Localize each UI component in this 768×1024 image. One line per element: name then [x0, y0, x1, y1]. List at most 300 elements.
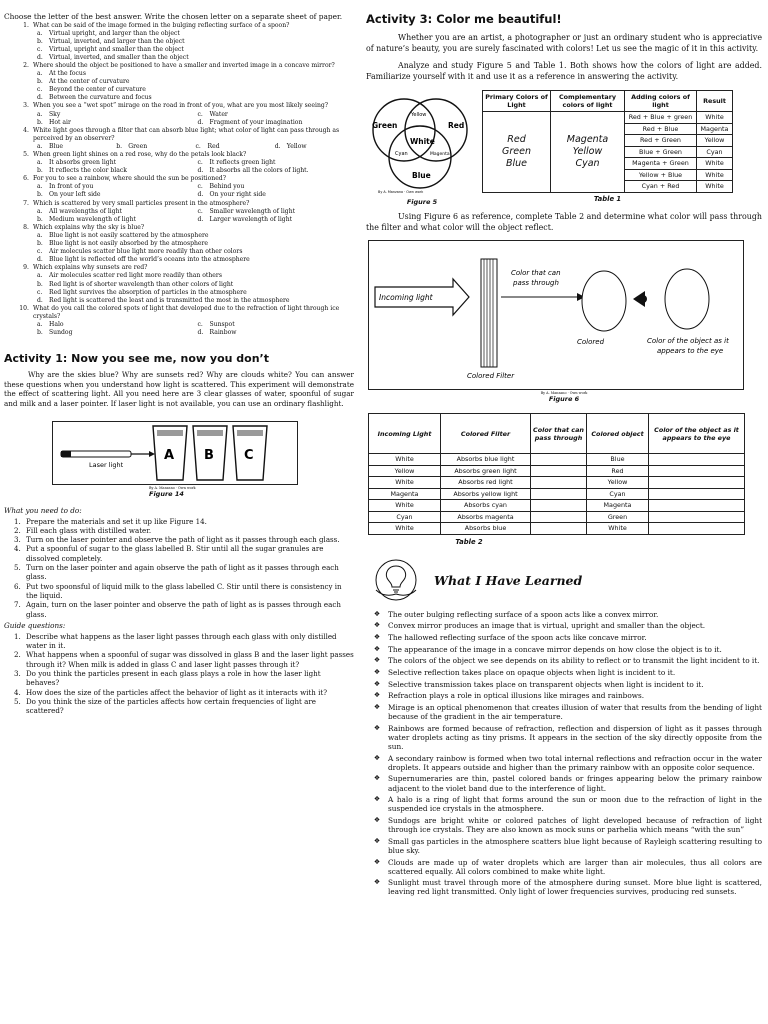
bullet-diamond-icon: ❖ — [373, 878, 381, 887]
guide-text: Describe what happens as the laser light passes through each glass with only distilled water in it. — [26, 631, 337, 651]
option-letter: c. — [197, 110, 203, 118]
option — [198, 329, 355, 337]
step-number: 6. — [14, 581, 21, 591]
table-cell — [649, 511, 745, 523]
bullet-diamond-icon: ❖ — [373, 836, 381, 845]
instructions: Choose the letter of the best answer. Write the chosen letter on a separate sheet of paper. — [4, 12, 343, 21]
options — [37, 143, 354, 151]
question-row — [17, 151, 354, 159]
step-item — [14, 544, 354, 563]
table-cell: White — [369, 523, 441, 535]
venn-blue: Blue — [412, 171, 431, 180]
step-number: 4. — [14, 544, 21, 554]
table-cell: Absorbs green light — [441, 465, 531, 477]
guide-text: How does the size of the particles affect the behavior of light as it interacts with it? — [26, 687, 328, 697]
lightbulb-hand-icon — [366, 558, 428, 604]
color-venn-diagram — [366, 90, 478, 200]
option — [37, 232, 354, 240]
question-row — [17, 305, 354, 321]
option-text: Virtual, inverted, and larger than the object — [49, 37, 185, 45]
question-block — [17, 224, 354, 264]
table-cell: Cyan — [587, 488, 649, 500]
glass-b — [193, 426, 227, 480]
step-text: Fill each glass with distilled water. — [26, 525, 152, 535]
table-cell: Absorbs magenta — [441, 511, 531, 523]
option-text: Blue light is not easily absorbed by the atmosphere — [49, 240, 209, 248]
t1-add-1: Red + Blue — [625, 123, 697, 135]
fig6-colored: Colored — [577, 338, 605, 346]
step-text: Turn on the laser pointer and observe the path of light as it passes through each glass. — [26, 535, 340, 545]
option-letter: c. — [195, 142, 201, 150]
table-cell — [649, 488, 745, 500]
step-text: Put a spoonful of sugar to the glass labelled B. Stir until all the sugar granules are dissolved completely. — [26, 544, 324, 563]
table-cell: Yellow — [587, 477, 649, 489]
option-letter: b. — [37, 280, 43, 288]
bullet-diamond-icon: ❖ — [373, 795, 381, 804]
t1-res-1: Magenta — [697, 123, 733, 135]
table-cell — [531, 523, 587, 535]
table-cell — [531, 454, 587, 466]
option-letter: a. — [37, 110, 43, 118]
option-text: Yellow — [286, 142, 307, 150]
table-1-caption: Table 1 — [593, 194, 622, 203]
question-row — [17, 127, 354, 143]
fig6-object1: Color of the object as it — [647, 337, 729, 345]
bullet-text: Supernumeraries are thin, pastel colored bands or fringes appearing below the primary rainbow adjacent to the violet band due to the interference of light. — [388, 774, 762, 793]
option-letter: a. — [37, 320, 43, 328]
t1-res-5: White — [697, 169, 733, 181]
option-text: Air molecules scatter red light more readily than others — [49, 272, 222, 280]
question-text: Where should the object be positioned to have a smaller and inverted image in a concave mirror? — [33, 61, 335, 69]
figure-14-caption-block — [149, 486, 354, 498]
options — [37, 159, 354, 175]
option — [37, 86, 354, 94]
option-text: On your right side — [209, 191, 266, 199]
figure-5 — [366, 90, 478, 206]
option-text: Red light is of shorter wavelength than other colors of light — [49, 280, 234, 288]
option — [198, 167, 355, 175]
option — [37, 111, 194, 119]
option-text: At the center of curvature — [49, 78, 130, 86]
question-text: White light goes through a filter that can absorb blue light; what color of light can pass through as perceived by an observer? — [33, 126, 340, 142]
option-letter: a. — [37, 272, 43, 280]
option — [37, 191, 194, 199]
guide-item — [14, 669, 354, 688]
option — [37, 216, 194, 224]
bullet-item — [366, 878, 762, 896]
option-text: Sunspot — [209, 320, 235, 328]
eye-icon — [633, 291, 647, 307]
table-row — [369, 465, 745, 477]
bullet-text: The hallowed reflecting surface of the spoon acts like concave mirror. — [388, 632, 647, 642]
question-number: 9. — [23, 264, 29, 272]
step-item — [14, 582, 354, 601]
table-cell — [531, 511, 587, 523]
bullet-item — [366, 816, 762, 834]
bullet-diamond-icon: ❖ — [373, 857, 381, 866]
bullet-diamond-icon: ❖ — [373, 644, 381, 653]
question-block — [17, 151, 354, 175]
option — [37, 30, 354, 38]
step-text: Again, turn on the laser pointer and observe the path of light as is passes through each glass. — [26, 600, 341, 619]
option-letter: d. — [274, 142, 281, 150]
bullet-text: Refraction plays a role in optical illusions like mirages and rainbows. — [388, 691, 645, 701]
t1-add-5: Yellow + Blue — [625, 169, 697, 181]
option-text: Red — [207, 142, 220, 150]
bullet-item — [366, 858, 762, 876]
t1-add-3: Blue + Green — [625, 146, 697, 158]
figure-14-caption: Figure 14 — [149, 489, 184, 498]
glass-c — [233, 426, 267, 480]
step-item — [14, 517, 354, 526]
option-letter: d. — [197, 167, 204, 175]
option-letter: d. — [197, 118, 204, 126]
table-cell: Cyan — [369, 511, 441, 523]
figure-6-credit: By A. Manzano · Own work — [540, 391, 588, 395]
question-number: 3. — [23, 102, 29, 110]
question-text: What do you call the colored spots of light that developed due to the refraction of light through ice crystals? — [33, 304, 340, 320]
bullet-diamond-icon: ❖ — [373, 679, 381, 688]
step-text: Prepare the materials and set it up like Figure 14. — [26, 516, 207, 526]
option — [37, 256, 354, 264]
option — [37, 167, 194, 175]
step-number: 1. — [14, 516, 21, 526]
table-row — [369, 511, 745, 523]
option — [37, 46, 354, 54]
laser-pointer-icon — [61, 451, 131, 457]
table-cell: White — [369, 454, 441, 466]
option-text: Larger wavelength of light — [209, 215, 293, 223]
option-letter: c. — [197, 207, 203, 215]
bullet-diamond-icon: ❖ — [373, 691, 381, 700]
question-block — [17, 22, 354, 62]
t2-h4: Color of the object as it appears to the eye — [649, 414, 745, 454]
question-text: What can be said of the image formed in the bulging reflecting surface of a spoon? — [33, 21, 290, 29]
bullet-text: Clouds are made up of water droplets which are larger than air molecules, thus all colors are scattered equally. All colors combined to make white light. — [388, 857, 762, 876]
option — [198, 191, 355, 199]
figure-14 — [52, 421, 298, 485]
option — [37, 70, 354, 78]
perceived-object-icon — [665, 269, 709, 329]
option-letter: b. — [37, 78, 43, 86]
option-letter: b. — [37, 167, 43, 175]
option-letter: d. — [197, 215, 204, 223]
option — [37, 208, 194, 216]
option — [37, 94, 354, 102]
option-letter: c. — [197, 159, 203, 167]
table-cell: Absorbs red light — [441, 477, 531, 489]
option — [37, 272, 354, 280]
option-text: In front of you — [49, 183, 94, 191]
option-letter: a. — [37, 207, 43, 215]
colored-object-icon — [582, 271, 626, 331]
bullet-item — [366, 703, 762, 721]
option-text: Blue — [49, 142, 63, 150]
bullet-item — [366, 754, 762, 772]
activity3-para1: Whether you are an artist, a photographer or just an ordinary student who is appreciative of nature’s beauty, you are surely fascinated with colors! Let us see the magic of it in this activity. — [366, 33, 762, 53]
option-text: Beyond the center of curvature — [49, 86, 146, 94]
option-text: Red light survives the absorption of particles in the atmosphere — [49, 288, 247, 296]
option — [37, 289, 354, 297]
bullet-diamond-icon: ❖ — [373, 703, 381, 711]
glass-label-b: B — [204, 447, 214, 463]
question-number: 2. — [23, 61, 29, 69]
option-letter: c. — [197, 183, 203, 191]
bullet-diamond-icon: ❖ — [373, 632, 381, 641]
question-row — [17, 22, 354, 30]
t1-res-4: White — [697, 158, 733, 170]
bullet-diamond-icon: ❖ — [373, 609, 381, 618]
option-letter: b. — [37, 191, 43, 199]
option — [37, 240, 354, 248]
question-row — [17, 175, 354, 183]
step-item — [14, 563, 354, 582]
step-item — [14, 526, 354, 535]
question-number: 10. — [19, 304, 29, 312]
question-block — [17, 102, 354, 126]
option — [196, 143, 275, 151]
bullet-item — [366, 680, 762, 689]
table-cell: White — [369, 500, 441, 512]
option-text: Fragment of your imagination — [209, 118, 303, 126]
option-text: All wavelengths of light — [49, 207, 122, 215]
option-letter: d. — [37, 256, 43, 264]
table-cell — [649, 465, 745, 477]
option — [37, 54, 354, 62]
option — [37, 38, 354, 46]
venn-white: White — [410, 137, 435, 146]
options — [37, 272, 354, 304]
bullet-text: Sundogs are bright white or colored patches of light developed because of refraction of light through ice crystals. They are also known as mock suns or parhelia which means “with the sun” — [388, 816, 762, 835]
filter-diagram — [369, 241, 743, 389]
option-text: Sky — [49, 110, 61, 118]
activity3-title: Activity 3: Color me beautiful! — [366, 12, 562, 26]
learned-bullets — [366, 610, 762, 897]
fig6-object2: appears to the eye — [657, 347, 724, 355]
option-letter: b. — [37, 215, 43, 223]
venn-credit: By A. Manzano · Own work — [378, 190, 424, 194]
figure-6-caption-block — [366, 391, 762, 403]
table-cell: Absorbs blue light — [441, 454, 531, 466]
venn-cyan: Cyan — [395, 151, 408, 157]
bullet-text: The outer bulging reflecting surface of a spoon acts like a convex mirror. — [388, 609, 659, 619]
option-text: On your left side — [49, 191, 101, 199]
t1-h2: Adding colors of light — [625, 91, 697, 112]
question-text: When green light shines on a red rose, why do the petals look black? — [33, 151, 247, 158]
question-text: Which explains why sunsets are red? — [33, 264, 148, 272]
option-letter: b. — [116, 142, 123, 150]
bullet-text: Selective reflection takes place on opaque objects when light is incident to it. — [388, 667, 676, 677]
t1-res-6: White — [697, 181, 733, 193]
table-cell: White — [369, 477, 441, 489]
question-block — [17, 305, 354, 337]
table-2 — [368, 413, 745, 535]
table-row — [369, 454, 745, 466]
bullet-item — [366, 610, 762, 619]
question-block — [17, 175, 354, 199]
question-number: 6. — [23, 175, 29, 183]
step-number: 2. — [14, 525, 21, 535]
guide-number: 4. — [14, 687, 21, 697]
question-number: 5. — [23, 151, 29, 158]
option-letter: a. — [37, 29, 43, 37]
option-text: Between the curvature and focus — [49, 94, 152, 102]
option-letter: d. — [37, 296, 43, 304]
bullet-diamond-icon: ❖ — [373, 816, 381, 824]
right-column — [366, 0, 762, 899]
glass-label-c: C — [244, 447, 254, 463]
option — [198, 183, 355, 191]
activity1-title: Activity 1: Now you see me, now you don’t — [4, 352, 269, 366]
t1-res-3: Cyan — [697, 146, 733, 158]
option — [198, 321, 355, 329]
table-1 — [482, 90, 733, 193]
laser-glasses-illustration — [53, 422, 297, 484]
question-text: Which explains why the sky is blue? — [33, 223, 145, 231]
guide-questions-label: Guide questions: — [4, 620, 66, 630]
question-text: Which is scattered by very small particles present in the atmosphere? — [33, 199, 250, 207]
table-1-block — [482, 90, 733, 206]
question-block — [17, 264, 354, 304]
guide-number: 5. — [14, 696, 21, 706]
option — [275, 143, 354, 151]
steps-list — [14, 517, 354, 619]
t1-h1: Complementary colors of light — [551, 91, 625, 112]
activity3-para2: Analyze and study Figure 5 and Table 1. Both shows how the colors of light are added. Familiarize yourself with it and use it as a reference in answering the activity. — [366, 61, 762, 81]
table-cell: Magenta — [587, 500, 649, 512]
t2-h3: Colored object — [587, 414, 649, 454]
options — [37, 70, 354, 102]
option — [37, 183, 194, 191]
t1-h0: Primary Colors of Light — [483, 91, 551, 112]
option — [116, 143, 195, 151]
option — [198, 216, 355, 224]
bullet-text: The colors of the object we see depends on its ability to reflect or to transmit the light incident to it. — [388, 656, 760, 666]
bullet-diamond-icon: ❖ — [373, 774, 381, 783]
options — [37, 111, 354, 127]
bullet-diamond-icon: ❖ — [373, 723, 381, 732]
table-row — [369, 500, 745, 512]
option-letter: c. — [37, 248, 43, 256]
t1-add-0: Red + Blue + green — [625, 112, 697, 124]
venn-table-row — [366, 90, 762, 206]
question-row — [17, 200, 354, 208]
option — [37, 297, 354, 305]
step-text: Turn on the laser pointer and again observe the path of light as it passes through each glass. — [26, 563, 339, 582]
fig6-pass1: Color that can — [511, 269, 561, 277]
option — [198, 111, 355, 119]
venn-red: Red — [448, 121, 465, 130]
question-row — [17, 102, 354, 110]
table-cell: Blue — [587, 454, 649, 466]
colored-filter-icon — [481, 259, 497, 367]
options — [37, 183, 354, 199]
option-letter: b. — [37, 118, 43, 126]
bullet-item — [366, 837, 762, 855]
activity1-paragraph: Why are the skies blue? Why are sunsets red? Why are clouds white? You can answer these questions when you understand how light is scattered. This experiment will demonstrate the effect of scattering light. All you need here are 3 clear glasses of water, spoonful of sugar and milk and a laser pointer. If laser light is not available, you can use an ordinary flashlight. — [4, 370, 354, 408]
option-text: It absorbs green light — [49, 159, 117, 167]
option-text: Behind you — [209, 183, 245, 191]
table-2-body — [369, 454, 745, 535]
bullet-item — [366, 668, 762, 677]
option-text: It reflects green light — [209, 159, 276, 167]
activity3-para3: Using Figure 6 as reference, complete Table 2 and determine what color will pass through the filter and what color will the object reflect. — [366, 212, 762, 232]
t1-complementary: Magenta Yellow Cyan — [551, 112, 625, 193]
figure-5-caption: Figure 5 — [406, 198, 438, 206]
learned-header — [366, 558, 762, 604]
option — [37, 281, 354, 289]
option-letter: a. — [37, 159, 43, 167]
table-cell — [649, 454, 745, 466]
bullet-text: Small gas particles in the atmosphere scatters blue light because of Rayleigh scattering resulting to blue sky. — [388, 836, 762, 855]
option-letter: d. — [197, 191, 204, 199]
option-letter: b. — [37, 37, 43, 45]
question-number: 1. — [23, 21, 29, 29]
figure-6-caption: Figure 6 — [548, 395, 580, 403]
bullet-item — [366, 724, 762, 751]
step-item — [14, 600, 354, 619]
option-letter: c. — [37, 86, 43, 94]
need-to-do-label: What you need to do: — [4, 505, 82, 515]
fig6-incoming: Incoming light — [379, 293, 433, 302]
option-letter: d. — [37, 53, 43, 61]
t1-primary: Red Green Blue — [483, 112, 551, 193]
glass-label-a: A — [164, 447, 175, 463]
venn-yellow: Yellow — [411, 112, 427, 118]
bullet-item — [366, 795, 762, 813]
guide-questions-list — [14, 632, 354, 716]
guide-item — [14, 650, 354, 669]
glass-a — [153, 426, 187, 480]
guide-text: What happens when a spoonful of sugar was dissolved in glass B and the laser light passes through it? When milk is added in glass C and laser light passes through it? — [26, 650, 354, 669]
table-cell: White — [587, 523, 649, 535]
t1-add-2: Red + Green — [625, 135, 697, 147]
t1-h3: Result — [697, 91, 733, 112]
option-text: Green — [128, 142, 148, 150]
t1-add-4: Magenta + Green — [625, 158, 697, 170]
table-cell — [531, 465, 587, 477]
bullet-text: A halo is a ring of light that forms around the sun or moon due to the refraction of light in the suspended ice crystals in the atmosphere. — [388, 795, 762, 814]
question-number: 8. — [23, 223, 29, 231]
fig6-filter: Colored Filter — [467, 372, 515, 380]
bullet-text: Sunlight must travel through more of the atmosphere during sunset. More blue light is scattered, leaving red light transmitted. Only light of lower frequencies survives, producing red sunsets. — [388, 878, 762, 897]
t2-h1: Colored Filter — [441, 414, 531, 454]
table-2-caption: Table 2 — [455, 537, 483, 546]
bullet-diamond-icon: ❖ — [373, 667, 381, 676]
bullet-text: A secondary rainbow is formed when two total internal reflections and refraction occur in the water droplets. It appears outside and higher than the primary rainbow with an opposite color sequence. — [388, 753, 762, 772]
table-row — [369, 488, 745, 500]
table-cell — [649, 523, 745, 535]
figure-6 — [368, 240, 744, 390]
question-number: 4. — [23, 126, 29, 134]
table-cell — [649, 477, 745, 489]
venn-green: Green — [372, 121, 398, 130]
table-row — [369, 523, 745, 535]
option — [37, 248, 354, 256]
learned-title: What I Have Learned — [434, 573, 583, 588]
option — [198, 208, 355, 216]
bullet-item — [366, 691, 762, 700]
table-cell — [531, 500, 587, 512]
step-number: 5. — [14, 563, 21, 573]
question-row — [17, 224, 354, 232]
bullet-item — [366, 645, 762, 654]
option-letter: d. — [37, 94, 43, 102]
step-number: 3. — [14, 535, 21, 545]
question-list — [17, 22, 354, 338]
options — [37, 30, 354, 62]
guide-item — [14, 688, 354, 697]
